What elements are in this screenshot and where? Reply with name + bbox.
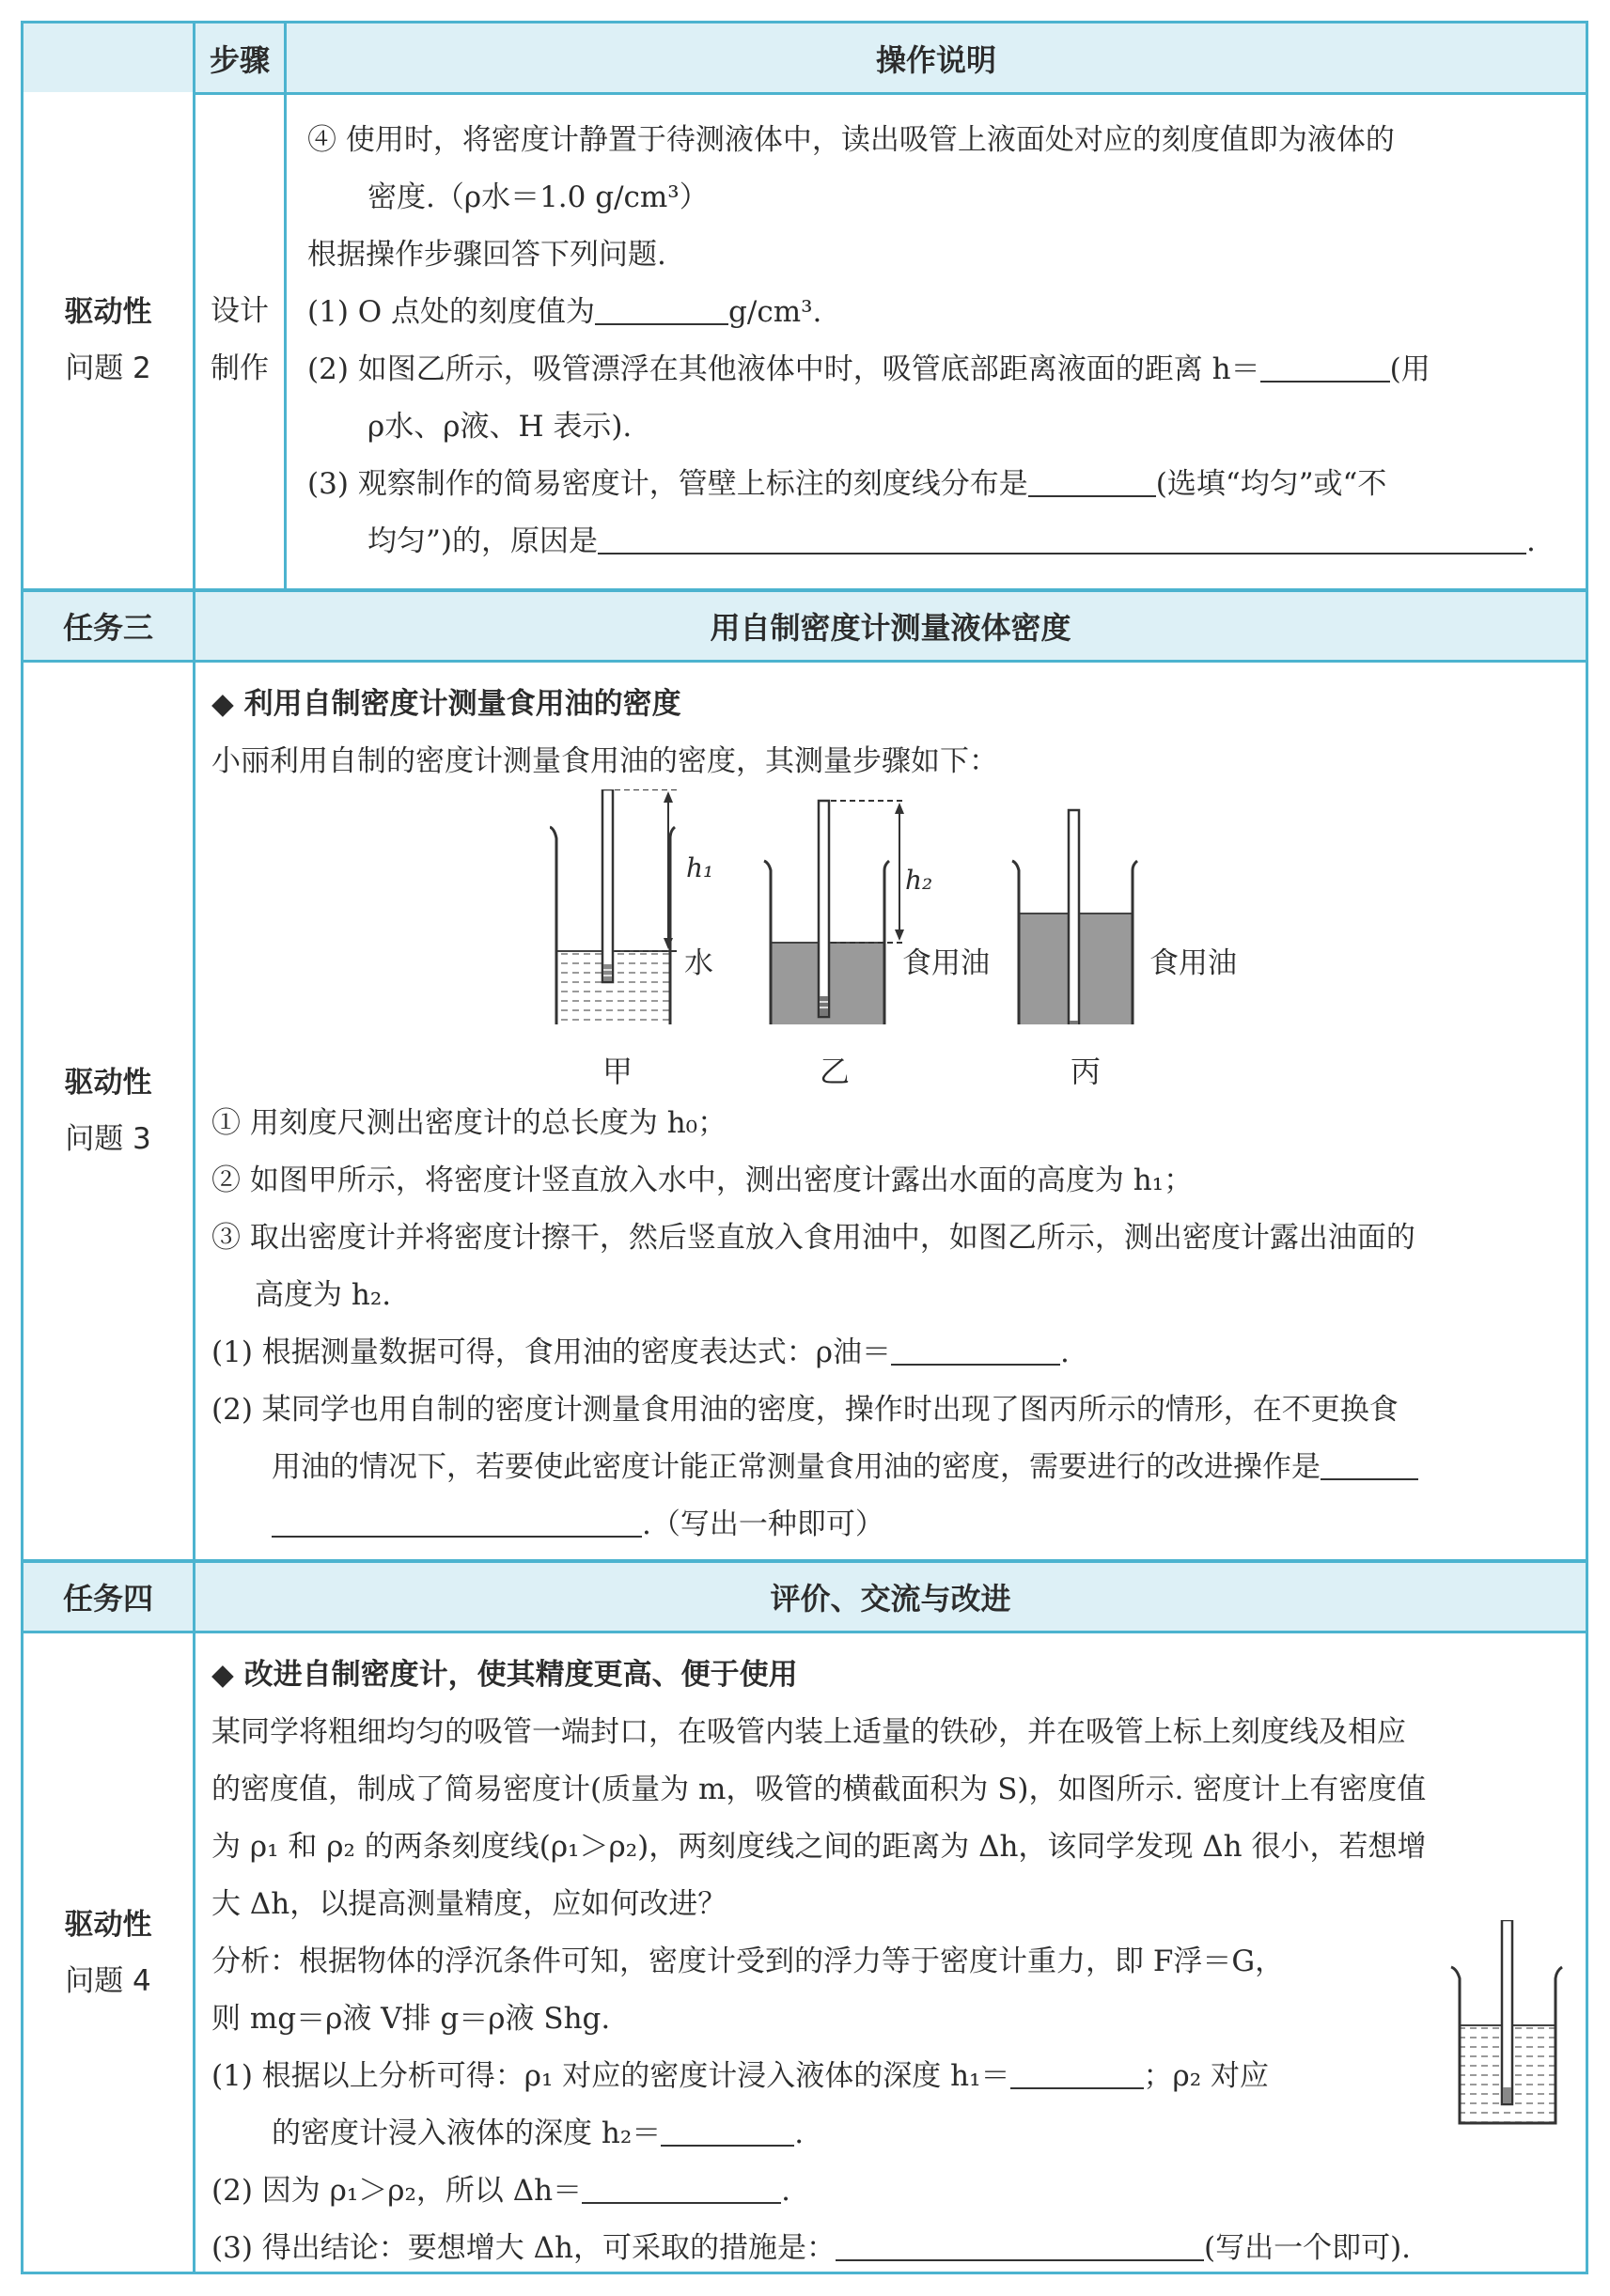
q3-label xyxy=(23,663,193,1559)
q4-q1-line2 xyxy=(211,2105,1574,2163)
q3-top xyxy=(211,676,1574,790)
q2-line3: 根据操作步骤回答下列问题. xyxy=(307,238,666,272)
q4-q1c-text: 的密度计浸入液体的深度 h₂＝ xyxy=(272,2116,662,2150)
q4-beaker-figure xyxy=(1447,1920,1570,2146)
q4-para3: 为 ρ₁ 和 ρ₂ 的两条刻度线(ρ₁＞ρ₂)，两刻度线之间的距离为 Δh，该同学发现 Δh 很小，若想增 xyxy=(211,1830,1427,1864)
fig-caption-c: 丙 xyxy=(1071,1054,1102,1089)
q4-q1-blank-1[interactable] xyxy=(1010,2055,1144,2089)
q2-q2-tail: (用 xyxy=(1389,352,1430,386)
q4-q2 xyxy=(211,2163,1574,2220)
q4-q1 xyxy=(211,2048,1574,2105)
q4-analysis2: 则 mg＝ρ液 V排 g＝ρ液 Shg. xyxy=(211,2002,611,2036)
q2-q3-reason-blank[interactable] xyxy=(598,521,1526,554)
q2-q3-reason-text: 均匀”)的，原因是 xyxy=(367,524,598,558)
q2-label-line2: 问题 2 xyxy=(65,351,151,385)
q3-label-line2: 问题 3 xyxy=(65,1122,151,1156)
q2-q3-tail: (选填“均匀”或“不 xyxy=(1155,467,1387,501)
q4-para2: 的密度值，制成了简易密度计(质量为 m，吸管的横截面积为 S)，如图所示. 密度计上有密度值 xyxy=(211,1773,1427,1806)
fig-oil-c-label: 食用油 xyxy=(1149,946,1237,980)
q2-line5 xyxy=(307,341,1576,398)
q4-q3-text: (3) 得出结论：要想增大 Δh，可采取的措施是： xyxy=(211,2231,836,2265)
fig-caption-b: 乙 xyxy=(820,1054,851,1089)
q2-q1-blank[interactable] xyxy=(595,291,728,325)
q3-q2c-text: .（写出一种即可） xyxy=(642,1507,884,1541)
q2-q1-unit: g/cm³. xyxy=(728,295,822,329)
q4-q3 xyxy=(211,2220,1574,2277)
q2-q2-blank[interactable] xyxy=(1260,349,1390,383)
q3-step3b: 高度为 h₂. xyxy=(255,1278,392,1312)
q4-q2-end: . xyxy=(781,2174,790,2208)
q4-label xyxy=(23,1633,193,2273)
q4-heading: ◆ 改进自制密度计，使其精度更高、便于使用 xyxy=(211,1658,798,1692)
q2-line8: 均匀”)的，原因是 . xyxy=(307,513,1576,570)
q2-q3-text: (3) 观察制作的简易密度计，管壁上标注的刻度线分布是 xyxy=(307,467,1028,501)
q4-q2-blank[interactable] xyxy=(582,2170,781,2204)
q4-q3-blank[interactable] xyxy=(836,2227,1204,2261)
task3-title: 用自制密度计测量液体密度 xyxy=(710,610,1071,646)
q2-line7 xyxy=(307,456,1576,513)
col-step-header: 步骤 xyxy=(209,41,270,78)
q4-label-line1: 驱动性 xyxy=(64,1908,152,1942)
q3-bottom xyxy=(211,1095,1574,1554)
q3-step1: ① 用刻度尺测出密度计的总长度为 h₀； xyxy=(211,1106,727,1140)
q3-q1-blank[interactable] xyxy=(891,1332,1060,1366)
q4-content xyxy=(211,1647,1574,2277)
worksheet-table xyxy=(21,21,1588,2274)
task4-title: 评价、交流与改进 xyxy=(770,1581,1011,1617)
task4-name: 任务四 xyxy=(62,1581,153,1617)
q4-q1-blank-2[interactable] xyxy=(661,2113,794,2147)
beaker-a xyxy=(550,789,680,1024)
q4-q3-end: (写出一个即可). xyxy=(1203,2231,1412,2265)
q2-line6: ρ水、ρ液、H 表示). xyxy=(367,410,633,444)
fig-caption-a: 甲 xyxy=(602,1054,633,1089)
q3-q1-text: (1) 根据测量数据可得，食用油的密度表达式：ρ油＝ xyxy=(211,1335,891,1369)
q3-intro: 小丽利用自制的密度计测量食用油的密度，其测量步骤如下： xyxy=(211,744,998,778)
beaker-b xyxy=(764,801,905,1024)
q2-label xyxy=(23,92,193,588)
q2-q3-blank[interactable] xyxy=(1028,463,1156,497)
q3-q1 xyxy=(211,1324,1574,1382)
q2-step-line1: 设计 xyxy=(211,294,269,328)
q4-para1: 某同学将粗细均匀的吸管一端封口，在吸管内装上适量的铁砂，并在吸管上标上刻度线及相应 xyxy=(211,1715,1406,1749)
q2-q1-text: (1) O 点处的刻度值为 xyxy=(307,295,596,329)
rule xyxy=(23,660,1586,663)
q3-label-line1: 驱动性 xyxy=(64,1066,152,1100)
fig-h2-label: h₂ xyxy=(905,865,933,896)
rule xyxy=(23,1631,1586,1633)
q3-q2a: (2) 某同学也用自制的密度计测量食用油的密度，操作时出现了图丙所示的情形，在不更换食 xyxy=(211,1393,1399,1427)
q3-q1-end: . xyxy=(1060,1335,1070,1369)
q3-step3a: ③ 取出密度计并将密度计擦干，然后竖直放入食用油中，如图乙所示，测出密度计露出油面的 xyxy=(211,1221,1415,1255)
fig-h1-label: h₁ xyxy=(686,852,714,883)
q3-step2: ② 如图甲所示，将密度计竖直放入水中，测出密度计露出水面的高度为 h₁； xyxy=(211,1164,1194,1197)
rule xyxy=(193,92,1586,95)
q2-line2: 密度.（ρ水＝1.0 g/cm³） xyxy=(367,180,709,214)
q2-label-line1: 驱动性 xyxy=(64,295,152,329)
col-desc-header: 操作说明 xyxy=(875,41,996,78)
q4-q2-text: (2) 因为 ρ₁＞ρ₂，所以 Δh＝ xyxy=(211,2174,583,2208)
rule xyxy=(284,23,287,588)
q2-step xyxy=(195,92,284,588)
q3-q2c xyxy=(211,1496,1574,1554)
q2-content xyxy=(307,112,1576,570)
q3-heading: ◆ 利用自制密度计测量食用油的密度 xyxy=(211,687,681,721)
q3-q2-blank-2[interactable] xyxy=(272,1504,642,1538)
q4-label-line2: 问题 4 xyxy=(65,1964,151,1998)
fig-water-label: 水 xyxy=(684,946,713,980)
fig-oil-b-label: 食用油 xyxy=(902,946,990,980)
q3-q2b-text: 用油的情况下，若要使此密度计能正常测量食用油的密度，需要进行的改进操作是 xyxy=(272,1450,1321,1484)
q4-q1-text: (1) 根据以上分析可得：ρ₁ 对应的密度计浸入液体的深度 h₁＝ xyxy=(211,2059,1010,2093)
q4-analysis1: 分析：根据物体的浮沉条件可知，密度计受到的浮力等于密度计重力，即 F浮＝G， xyxy=(211,1945,1285,1978)
q2-line4 xyxy=(307,284,1576,341)
q4-q1-mid: ；ρ₂ 对应 xyxy=(1143,2059,1270,2093)
beaker-c xyxy=(1012,810,1137,1024)
q2-step-line2: 制作 xyxy=(211,351,269,385)
q3-q2b xyxy=(211,1439,1574,1496)
q4-para4: 大 Δh，以提高测量精度，应如何改进？ xyxy=(211,1887,727,1921)
q4-q1-end: . xyxy=(794,2116,805,2150)
beaker-figures xyxy=(550,789,1283,1024)
q3-q2-blank-1[interactable] xyxy=(1321,1446,1418,1480)
q2-line1: ④ 使用时，将密度计静置于待测液体中，读出吸管上液面处对应的刻度值即为液体的 xyxy=(307,123,1395,157)
task3-name: 任务三 xyxy=(62,610,153,646)
q2-q2-text: (2) 如图乙所示，吸管漂浮在其他液体中时，吸管底部距离液面的距离 h＝ xyxy=(307,352,1260,386)
